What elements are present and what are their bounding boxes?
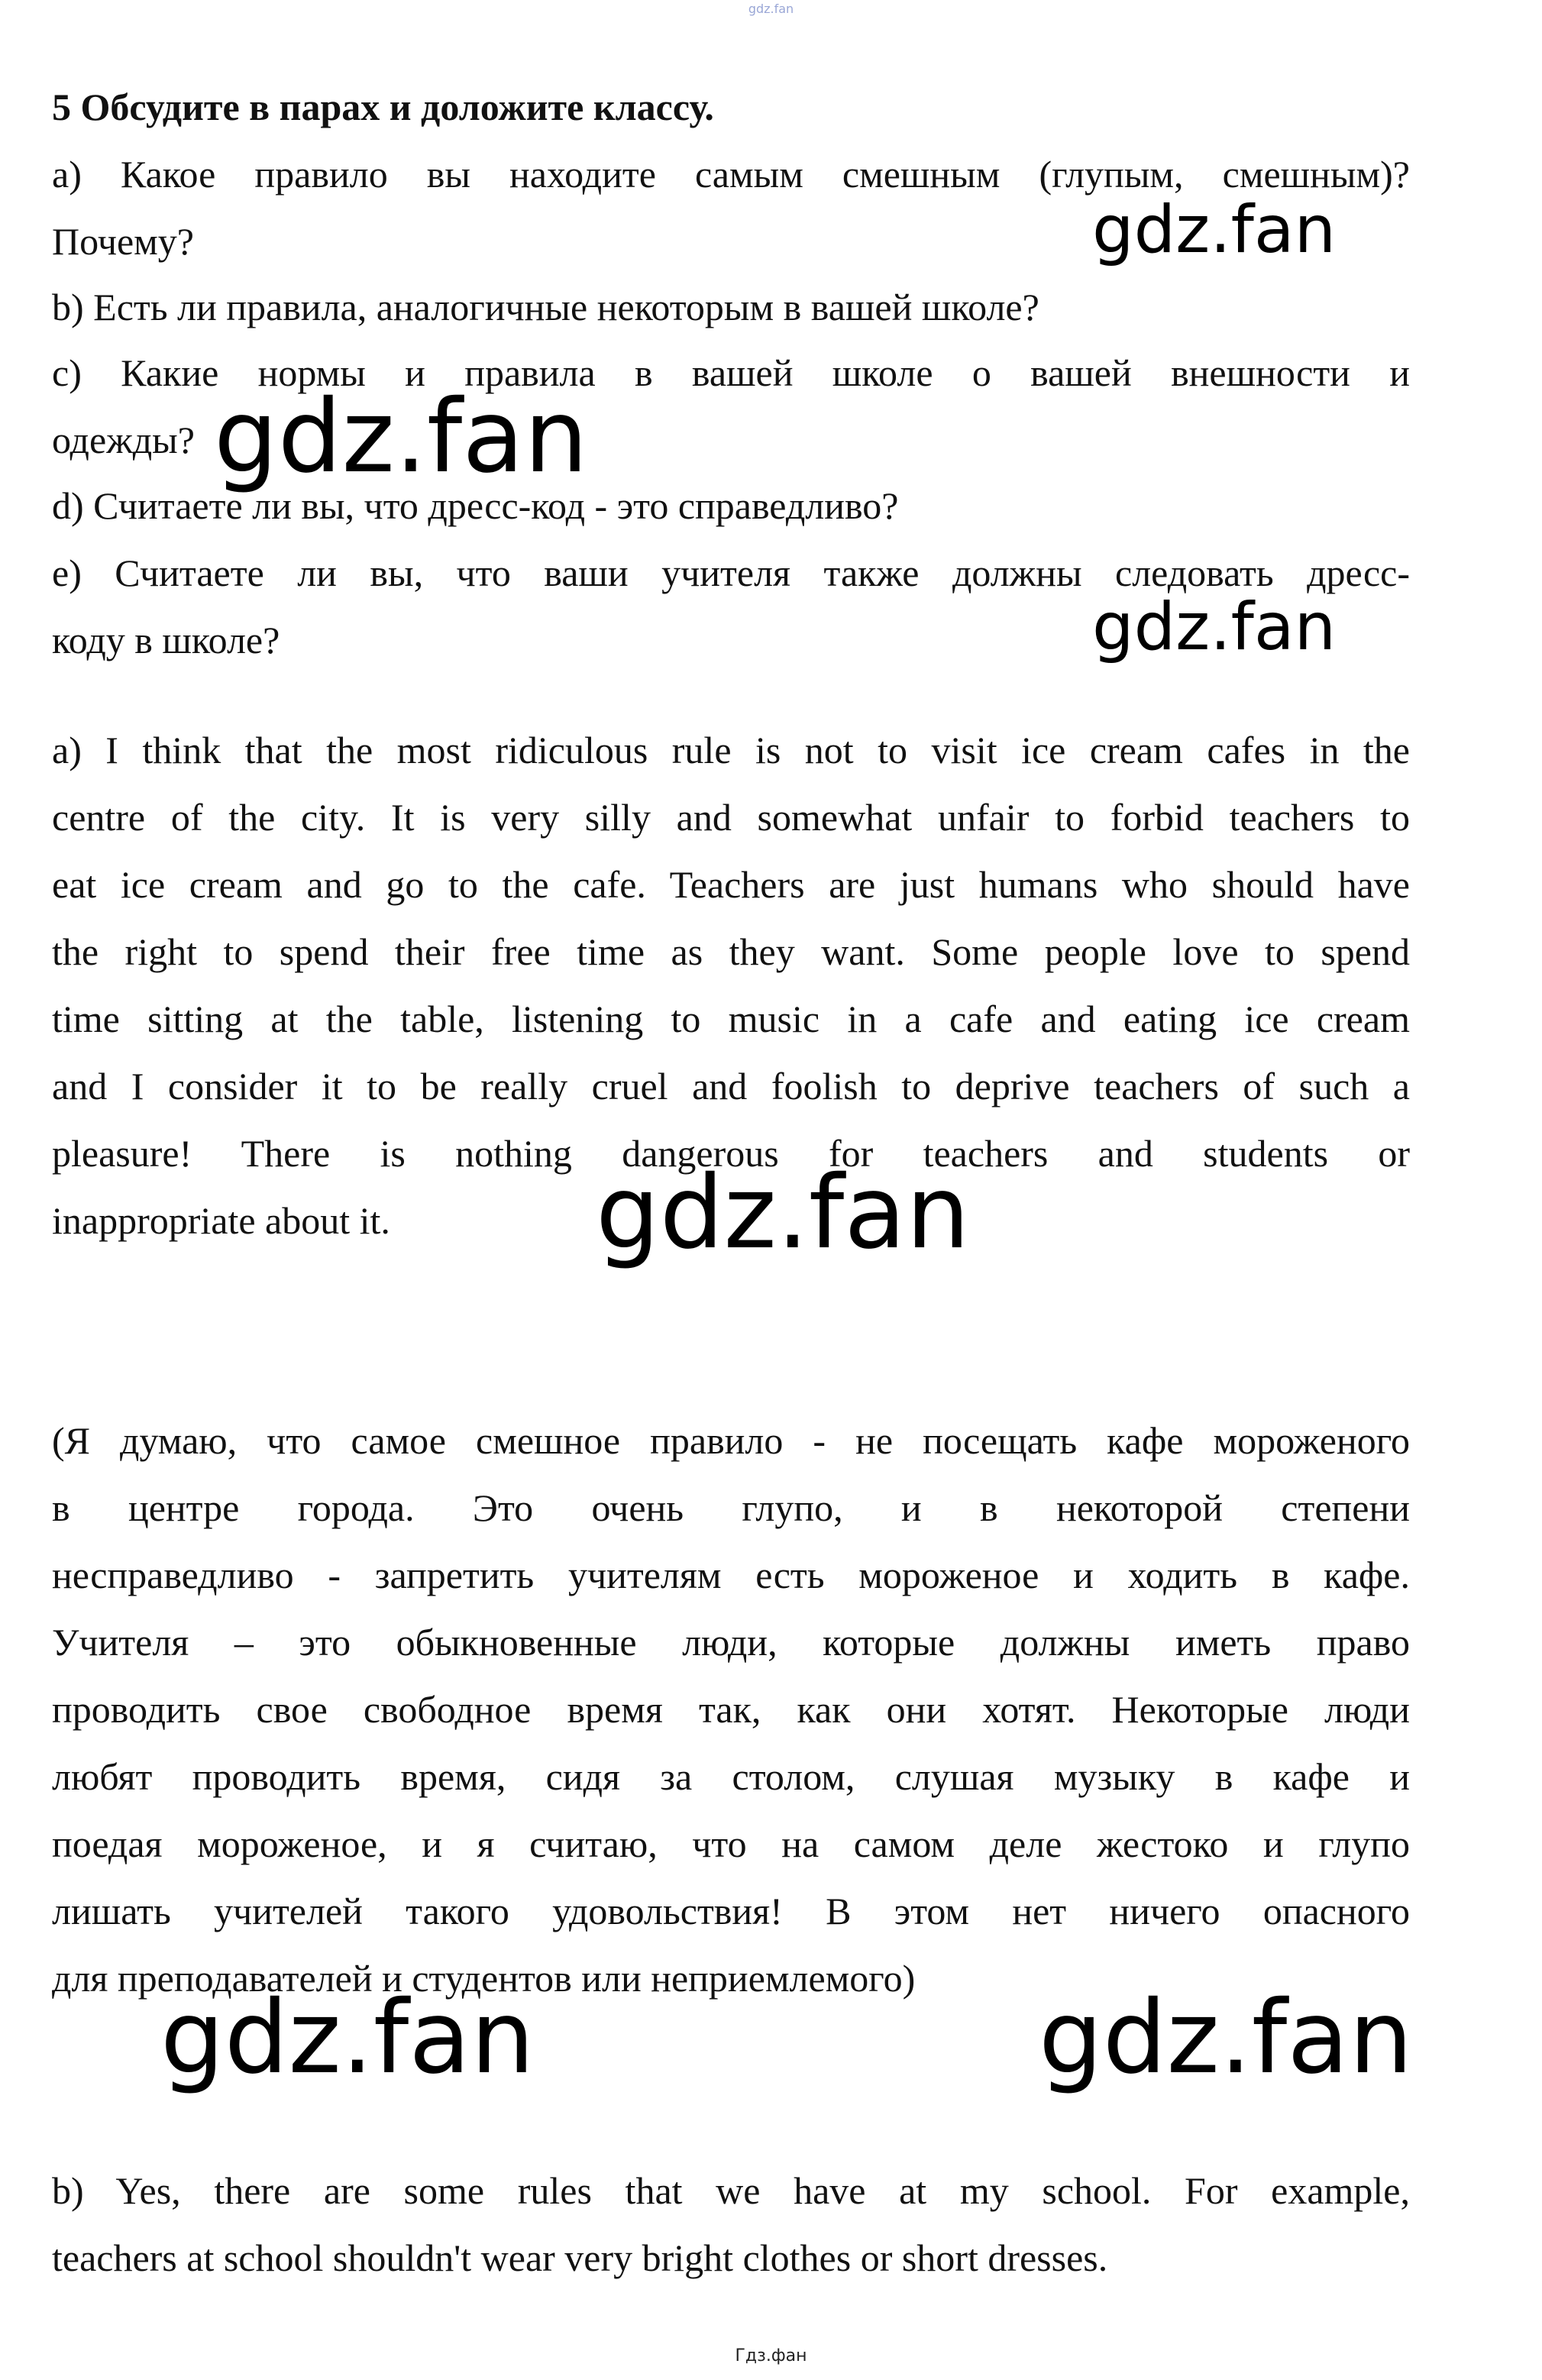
answer-b-en-line-2: teachers at school shouldn't wear very bright clothes or short dresses. [52,2236,1108,2279]
page-footer: Гдз.фан [735,2346,807,2365]
answer-a-en-line-8: inappropriate about it. [52,1199,390,1242]
question-b: b) Есть ли правила, аналогичные некоторым в вашей школе? [52,286,1039,328]
watermark: gdz.fan [1092,589,1337,665]
answer-a-ru-line-7: поедая мороженое, и я считаю, что на самом деле жестоко и глупо [52,1822,1410,1865]
watermark: gdz.fan [160,1979,535,2097]
header-watermark: gdz.fan [748,2,794,16]
question-c-line-2: одежды? [52,419,195,461]
answer-a-ru-line-1: (Я думаю, что самое смешное правило - не посещать кафе мороженого [52,1419,1410,1462]
question-e-line-1: e) Считаете ли вы, что ваши учителя также должны следовать дресс- [52,551,1410,594]
watermark: gdz.fan [1092,192,1337,268]
answer-a-ru-line-5: проводить свое свободное время так, как они хотят. Некоторые люди [52,1688,1410,1731]
watermark: gdz.fan [596,1154,970,1272]
answer-a-ru-line-8: лишать учителей такого удовольствия! В этом нет ничего опасного [52,1890,1410,1932]
answer-a-en-line-1: a) I think that the most ridiculous rule is not to visit ice cream cafes in the [52,729,1410,771]
watermark: gdz.fan [1039,1979,1413,2097]
answer-a-en-line-2: centre of the city. It is very silly and somewhat unfair to forbid teachers to [52,796,1410,839]
answer-a-en-line-3: eat ice cream and go to the cafe. Teachers are just humans who should have [52,863,1410,906]
question-a-line-1: a) Какое правило вы находите самым смешным (глупым, смешным)? [52,153,1410,196]
question-d: d) Считаете ли вы, что дресс-код - это справедливо? [52,484,899,527]
task-title: 5 Обсудите в парах и доложите классу. [52,86,714,128]
answer-a-ru-line-3: несправедливо - запретить учителям есть мороженое и ходить в кафе. [52,1554,1410,1596]
answer-a-en-line-4: the right to spend their free time as they want. Some people love to spend [52,930,1410,973]
answer-a-en-line-6: and I consider it to be really cruel and foolish to deprive teachers of such a [52,1065,1410,1108]
answer-a-ru-line-2: в центре города. Это очень глупо, и в некоторой степени [52,1486,1410,1529]
question-a-line-2: Почему? [52,220,194,263]
answer-a-en-line-7: pleasure! There is nothing dangerous for teachers and students or [52,1132,1410,1175]
answer-a-en-line-5: time sitting at the table, listening to music in a cafe and eating ice cream [52,998,1410,1040]
question-e-line-2: коду в школе? [52,619,280,661]
answer-a-ru-line-4: Учителя – это обыкновенные люди, которые должны иметь право [52,1621,1410,1664]
answer-b-en-line-1: b) Yes, there are some rules that we have at my school. For example, [52,2169,1410,2212]
question-c-line-1: c) Какие нормы и правила в вашей школе о вашей внешности и [52,351,1410,394]
answer-a-ru-line-6: любят проводить время, сидя за столом, слушая музыку в кафе и [52,1755,1410,1798]
watermark: gdz.fan [214,378,588,496]
answer-a-ru-line-9: для преподавателей и студентов или неприемлемого) [52,1957,916,2000]
